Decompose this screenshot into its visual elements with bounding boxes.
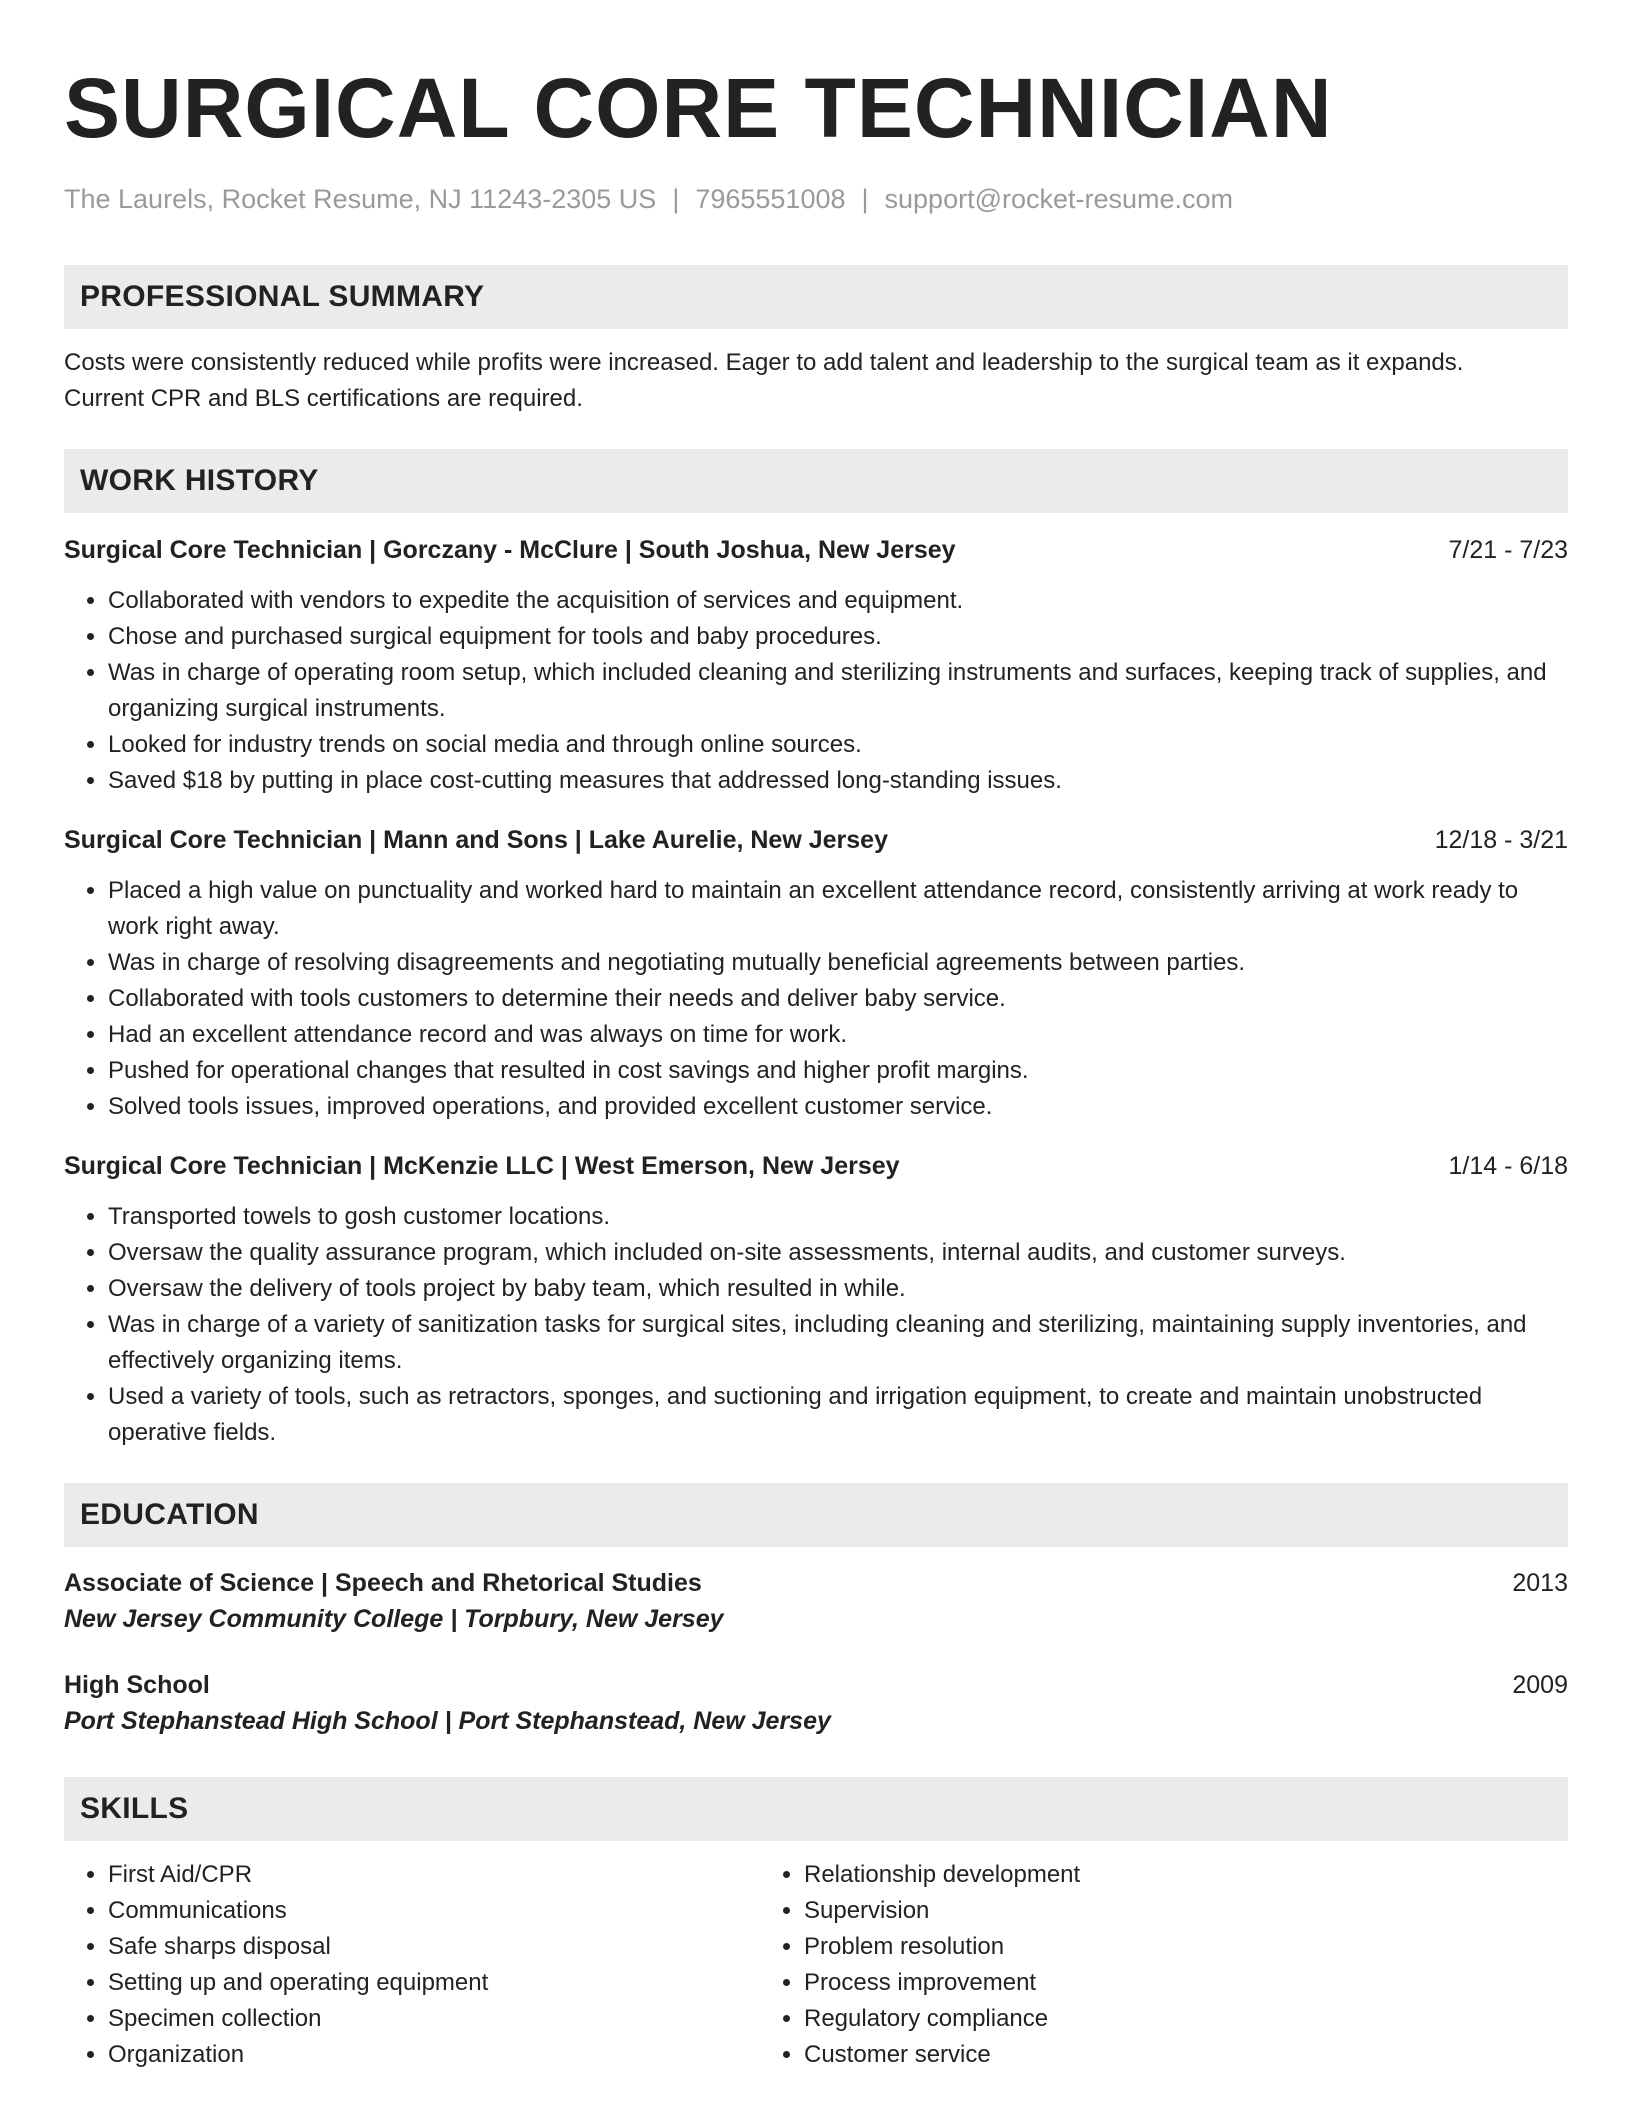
education-entry xyxy=(64,1667,1568,1739)
skill-item: • Supervision xyxy=(804,1893,1080,1929)
job-bullet: • Solved tools issues, improved operations, and provided excellent customer service. xyxy=(108,1089,1568,1125)
skills-column-1 xyxy=(64,1857,760,2073)
job-bullet: • Used a variety of tools, such as retractors, sponges, and suctioning and irrigation equipment, to create and maintain unobstructed operative fields. xyxy=(108,1379,1568,1451)
contact-line xyxy=(64,186,1568,213)
section-header-education: EDUCATION xyxy=(64,1483,1568,1547)
contact-separator: | xyxy=(672,184,680,214)
job-bullet: • Collaborated with tools customers to determine their needs and deliver baby service. xyxy=(108,981,1568,1017)
job-bullet: • Was in charge of resolving disagreements and negotiating mutually beneficial agreements between parties. xyxy=(108,945,1568,981)
education-school: Port Stephanstead High School | Port Stephanstead, New Jersey xyxy=(64,1707,831,1735)
skill-item: • Safe sharps disposal xyxy=(108,1929,760,1965)
skill-item: • Problem resolution xyxy=(804,1929,1080,1965)
contact-phone: 7965551008 xyxy=(695,184,846,214)
education-degree: High School xyxy=(64,1671,210,1699)
job-bullets xyxy=(64,873,1568,1125)
contact-separator: | xyxy=(861,184,869,214)
skills-column-2 xyxy=(760,1857,1080,2073)
job-bullet: • Oversaw the delivery of tools project by baby team, which resulted in while. xyxy=(108,1271,1568,1307)
education-header xyxy=(64,1565,1568,1601)
contact-email: support@rocket-resume.com xyxy=(884,184,1234,214)
summary-text: Costs were consistently reduced while profits were increased. Eager to add talent and leadership to the surgical team as it expands. Current CPR and BLS certifications are required. xyxy=(64,349,1464,412)
skill-item: • First Aid/CPR xyxy=(108,1857,760,1893)
job-bullet: • Had an excellent attendance record and was always on time for work. xyxy=(108,1017,1568,1053)
job-bullets xyxy=(64,1199,1568,1451)
job-header xyxy=(64,1149,1568,1183)
job-dates: 1/14 - 6/18 xyxy=(1448,1152,1568,1180)
education-school: New Jersey Community College | Torpbury, New Jersey xyxy=(64,1605,724,1633)
education-header xyxy=(64,1667,1568,1703)
section-header-work-history: WORK HISTORY xyxy=(64,449,1568,513)
skill-item: • Relationship development xyxy=(804,1857,1080,1893)
job-bullets xyxy=(64,583,1568,799)
job-title: Surgical Core Technician | McKenzie LLC | West Emerson, New Jersey xyxy=(64,1152,900,1180)
skill-item: • Setting up and operating equipment xyxy=(108,1965,760,2001)
skill-item: • Specimen collection xyxy=(108,2001,760,2037)
job-bullet: • Looked for industry trends on social media and through online sources. xyxy=(108,727,1568,763)
candidate-name: SURGICAL CORE TECHNICIAN xyxy=(64,61,1333,155)
job-bullet: • Pushed for operational changes that resulted in cost savings and higher profit margins. xyxy=(108,1053,1568,1089)
education-degree: Associate of Science | Speech and Rhetorical Studies xyxy=(64,1569,702,1597)
job-dates: 7/21 - 7/23 xyxy=(1448,536,1568,564)
job-header xyxy=(64,533,1568,567)
job-entry xyxy=(64,823,1568,1125)
job-bullet: • Saved $18 by putting in place cost-cutting measures that addressed long-standing issues. xyxy=(108,763,1568,799)
job-bullet: • Was in charge of a variety of sanitization tasks for surgical sites, including cleaning and sterilizing, maintaining supply inventories, and effectively organizing items. xyxy=(108,1307,1568,1379)
job-bullet: • Chose and purchased surgical equipment for tools and baby procedures. xyxy=(108,619,1568,655)
skill-item: • Regulatory compliance xyxy=(804,2001,1080,2037)
job-bullet: • Collaborated with vendors to expedite the acquisition of services and equipment. xyxy=(108,583,1568,619)
skill-item: • Process improvement xyxy=(804,1965,1080,2001)
skill-item: • Communications xyxy=(108,1893,760,1929)
job-bullet: • Was in charge of operating room setup, which included cleaning and sterilizing instruments and surfaces, keeping track of supplies, and organizing surgical instruments. xyxy=(108,655,1568,727)
skills-list xyxy=(64,1857,1568,2073)
job-entry xyxy=(64,1149,1568,1451)
education-year: 2013 xyxy=(1512,1569,1568,1597)
job-entry xyxy=(64,533,1568,799)
job-bullet: • Oversaw the quality assurance program, which included on-site assessments, internal audits, and customer surveys. xyxy=(108,1235,1568,1271)
education-entry xyxy=(64,1565,1568,1637)
job-title: Surgical Core Technician | Mann and Sons | Lake Aurelie, New Jersey xyxy=(64,826,888,854)
job-bullet: • Transported towels to gosh customer locations. xyxy=(108,1199,1568,1235)
job-bullet: • Placed a high value on punctuality and worked hard to maintain an excellent attendance record, consistently arriving at work ready to work right away. xyxy=(108,873,1568,945)
section-header-skills: SKILLS xyxy=(64,1777,1568,1841)
job-dates: 12/18 - 3/21 xyxy=(1434,826,1568,854)
job-title: Surgical Core Technician | Gorczany - McClure | South Joshua, New Jersey xyxy=(64,536,956,564)
skill-item: • Customer service xyxy=(804,2037,1080,2073)
contact-address: The Laurels, Rocket Resume, NJ 11243-2305 US xyxy=(64,184,657,214)
education-year: 2009 xyxy=(1512,1671,1568,1699)
section-header-summary: PROFESSIONAL SUMMARY xyxy=(64,265,1568,329)
skill-item: • Organization xyxy=(108,2037,760,2073)
job-header xyxy=(64,823,1568,857)
